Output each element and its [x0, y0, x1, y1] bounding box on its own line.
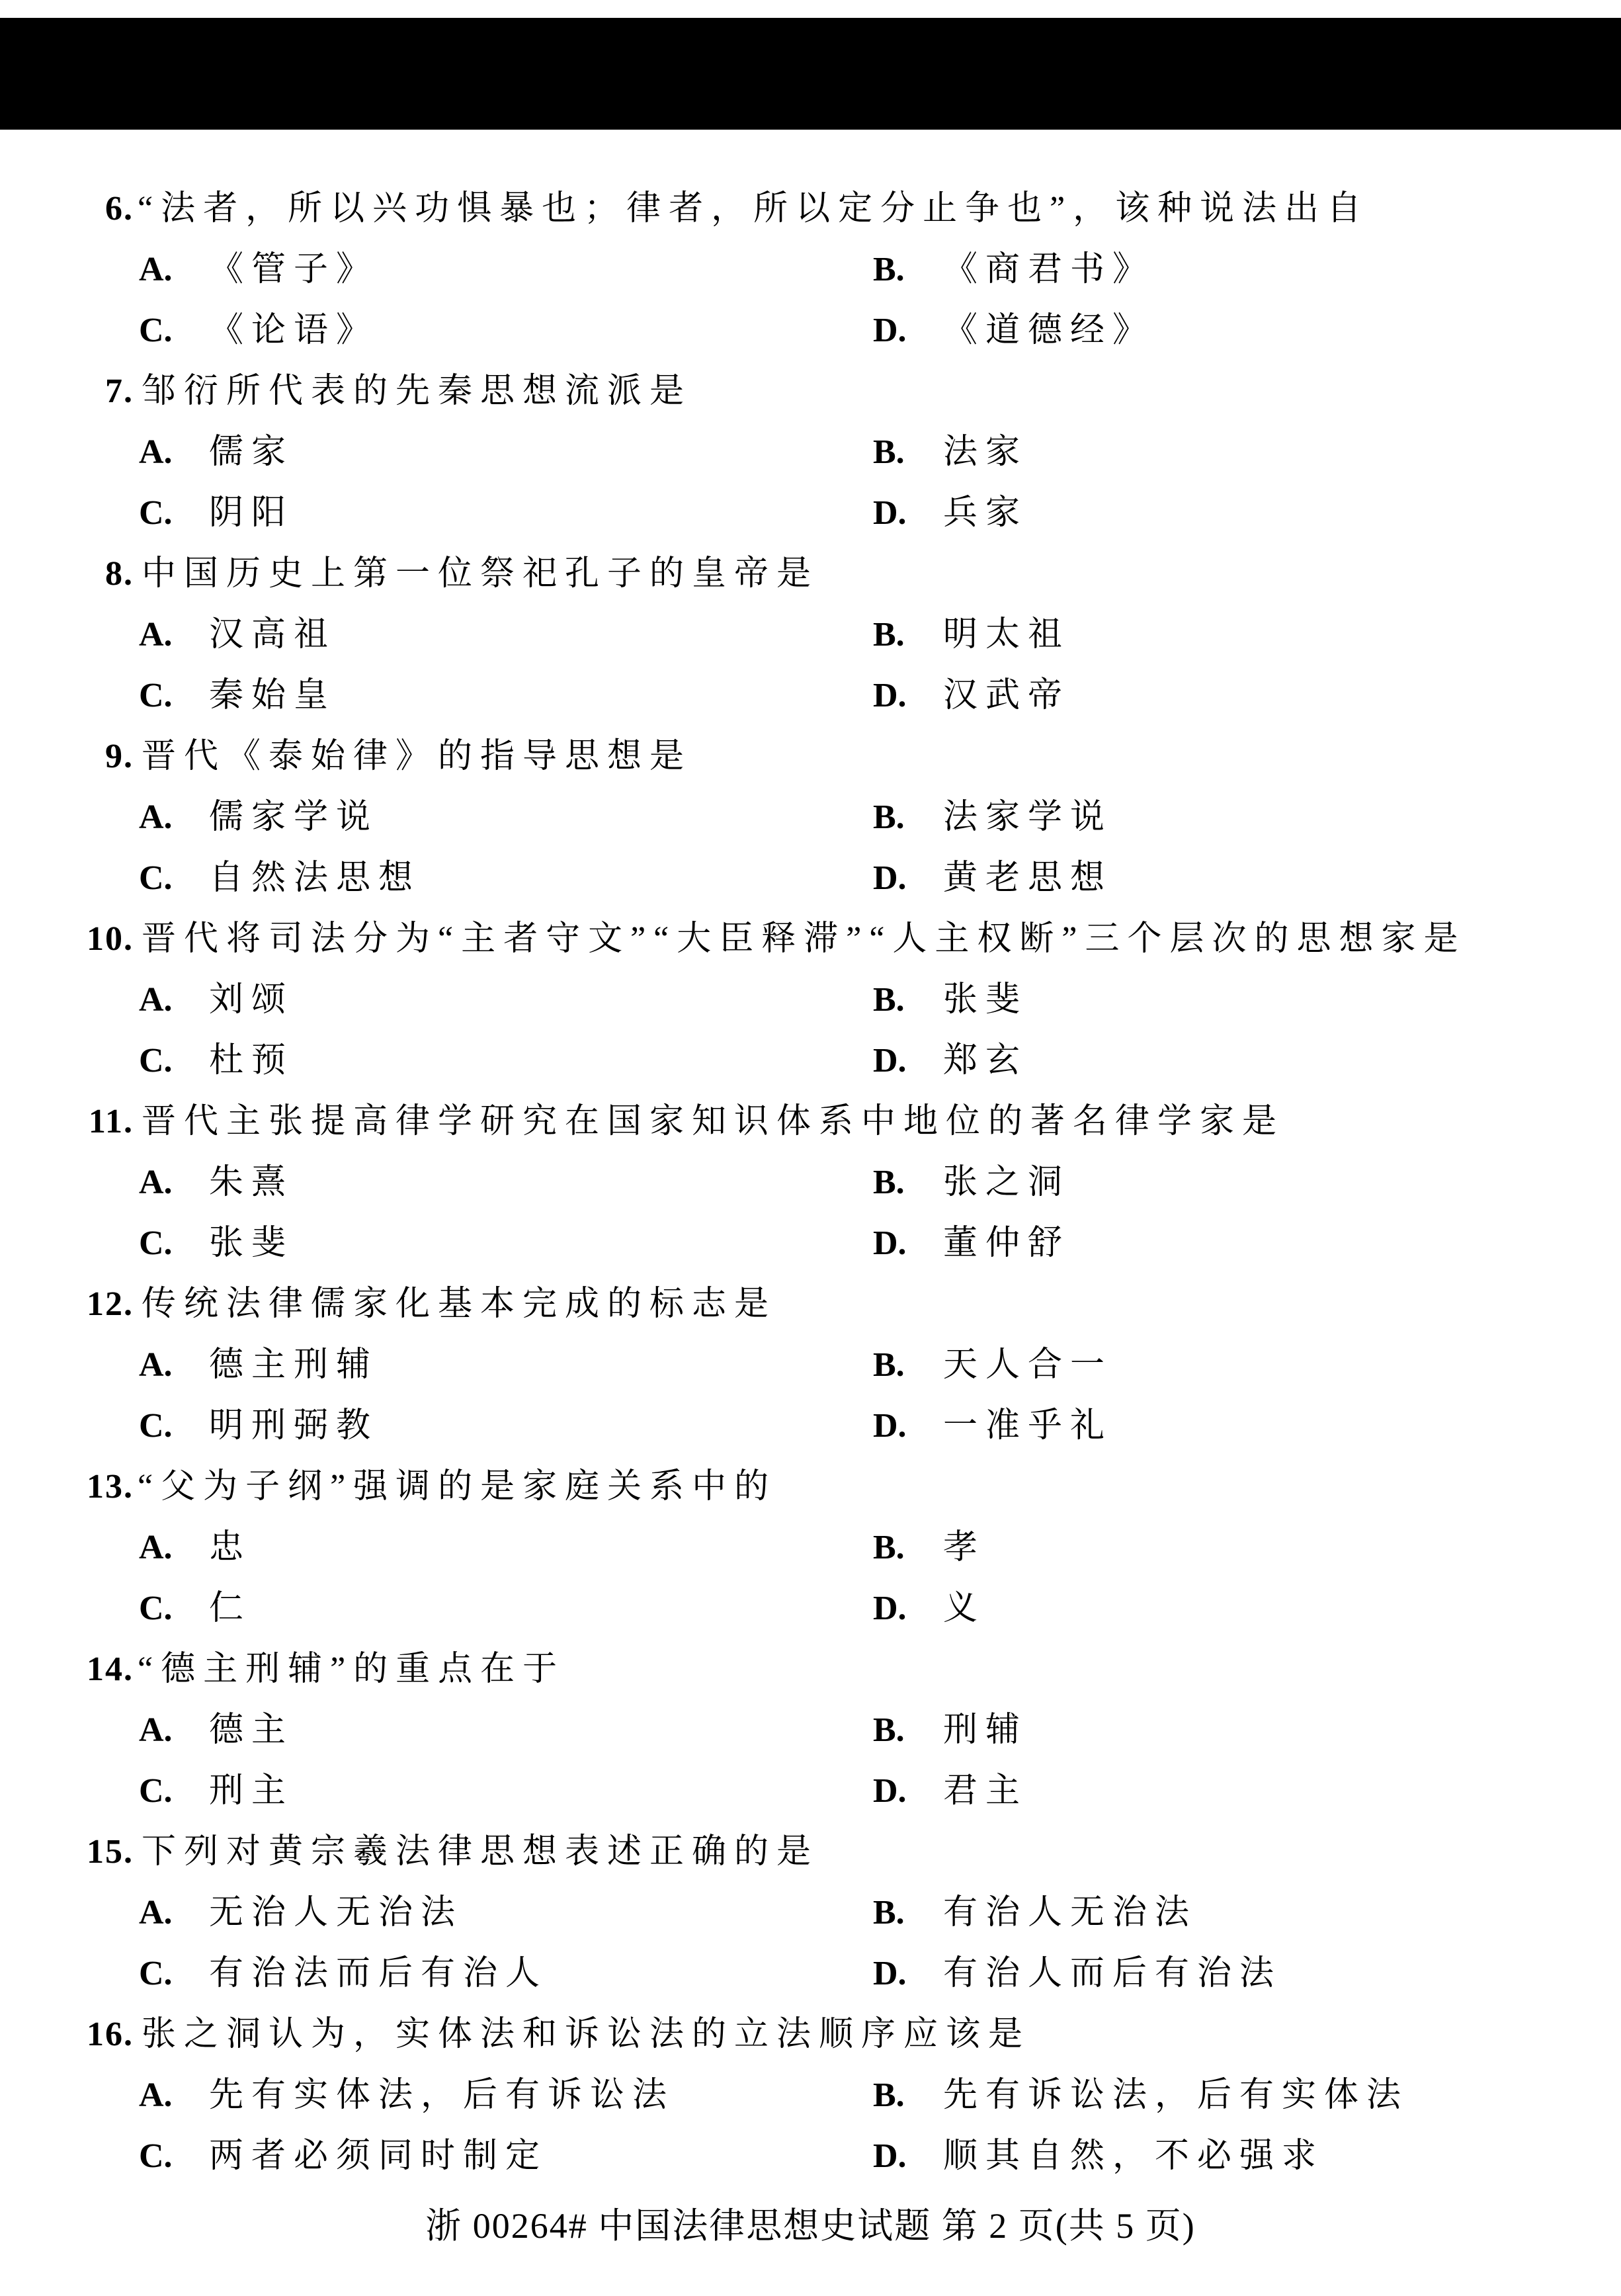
option-text: 先有实体法，后有诉讼法 [209, 2076, 675, 2114]
option-text: 有治人而后有治法 [943, 1955, 1282, 1992]
option-b[interactable] [873, 1335, 1112, 1396]
option-text: 无治人无治法 [209, 1894, 464, 1932]
option-label: A. [139, 1164, 173, 1201]
option-label: B. [873, 798, 905, 836]
question-number: 16. [87, 2016, 134, 2053]
question-16 [0, 2004, 1621, 2065]
options-row [0, 300, 1621, 361]
option-label: A. [139, 1894, 173, 1932]
redacted-header-bar [0, 18, 1621, 130]
option-label: C. [139, 494, 173, 532]
options-row [0, 1517, 1621, 1578]
option-c[interactable] [139, 300, 378, 361]
option-d[interactable] [873, 1761, 1028, 1822]
option-label: C. [139, 1224, 173, 1262]
option-a[interactable] [139, 1700, 294, 1761]
option-label: D. [873, 1955, 907, 1992]
option-label: D. [873, 2137, 907, 2175]
question-14 [0, 1639, 1621, 1700]
option-text: 朱熹 [209, 1164, 294, 1201]
option-a[interactable] [139, 422, 294, 483]
option-text: 《道德经》 [943, 312, 1155, 349]
option-label: A. [139, 1711, 173, 1749]
question-number: 8. [105, 555, 134, 593]
option-label: B. [873, 433, 905, 471]
option-c[interactable] [139, 665, 336, 726]
option-label: D. [873, 1224, 907, 1262]
question-number: 13. [87, 1468, 134, 1506]
options-row [0, 1335, 1621, 1396]
option-text: 德主刑辅 [209, 1346, 379, 1384]
option-a[interactable] [139, 970, 294, 1031]
option-label: C. [139, 2137, 173, 2175]
option-a[interactable] [139, 1517, 251, 1578]
question-stem: “德主刑辅”的重点在于 [138, 1650, 565, 1688]
options-row [0, 970, 1621, 1031]
option-text: 《论语》 [209, 312, 379, 349]
options-row [0, 2126, 1621, 2187]
options-row [0, 1213, 1621, 1274]
option-c[interactable] [139, 1761, 294, 1822]
option-b[interactable] [873, 1517, 985, 1578]
option-b[interactable] [873, 2065, 1409, 2126]
option-label: C. [139, 312, 173, 349]
option-label: B. [873, 1529, 905, 1566]
option-text: 刘颂 [209, 981, 294, 1019]
option-c[interactable] [139, 1578, 251, 1639]
option-text: 自然法思想 [209, 859, 421, 897]
option-text: 杜预 [209, 1042, 294, 1080]
option-label: C. [139, 1407, 173, 1445]
option-c[interactable] [139, 1943, 548, 2004]
options-row [0, 848, 1621, 909]
option-label: A. [139, 981, 173, 1019]
option-text: 刑主 [209, 1772, 294, 1810]
option-text: 德主 [209, 1711, 294, 1749]
option-label: C. [139, 677, 173, 714]
option-text: 法家学说 [943, 798, 1113, 836]
options-row [0, 1152, 1621, 1213]
option-text: 孝 [943, 1529, 986, 1566]
question-8 [0, 544, 1621, 605]
options-row [0, 1396, 1621, 1457]
option-label: C. [139, 1772, 173, 1810]
question-number: 10. [87, 920, 134, 958]
question-stem: 中国历史上第一位祭祀孔子的皇帝是 [142, 555, 819, 593]
option-label: A. [139, 251, 173, 288]
option-b[interactable] [873, 605, 1070, 665]
question-list [0, 179, 1621, 2187]
question-7 [0, 361, 1621, 422]
options-row [0, 1943, 1621, 2004]
option-text: 有治法而后有治人 [209, 1955, 548, 1992]
option-a[interactable] [139, 787, 378, 848]
option-b[interactable] [873, 239, 1155, 300]
option-label: D. [873, 494, 907, 532]
option-label: C. [139, 1590, 173, 1627]
option-a[interactable] [139, 605, 336, 665]
option-d[interactable] [873, 848, 1112, 909]
option-text: 郑玄 [943, 1042, 1028, 1080]
option-text: 明太祖 [943, 616, 1071, 654]
question-number: 6. [105, 190, 134, 228]
question-number: 11. [88, 1103, 134, 1140]
option-text: 儒家 [209, 433, 294, 471]
option-label: B. [873, 1164, 905, 1201]
option-text: 刑辅 [943, 1711, 1028, 1749]
options-row [0, 2065, 1621, 2126]
option-label: A. [139, 616, 173, 654]
option-text: 法家 [943, 433, 1028, 471]
option-text: 兵家 [943, 494, 1028, 532]
option-text: 两者必须同时制定 [209, 2137, 548, 2175]
options-row [0, 239, 1621, 300]
options-row [0, 665, 1621, 726]
option-c[interactable] [139, 483, 294, 544]
option-a[interactable] [139, 2065, 675, 2126]
option-label: C. [139, 1042, 173, 1080]
option-text: 秦始皇 [209, 677, 337, 714]
option-a[interactable] [139, 1335, 378, 1396]
question-stem: 张之洞认为，实体法和诉讼法的立法顺序应该是 [142, 2016, 1031, 2053]
option-label: D. [873, 859, 907, 897]
question-number: 7. [105, 372, 134, 410]
question-15 [0, 1822, 1621, 1883]
option-label: B. [873, 1711, 905, 1749]
option-b[interactable] [873, 787, 1112, 848]
option-c[interactable] [139, 2126, 548, 2187]
option-d[interactable] [873, 2126, 1324, 2187]
question-stem: “父为子纲”强调的是家庭关系中的 [138, 1468, 777, 1506]
option-b[interactable] [873, 970, 1028, 1031]
question-stem: 传统法律儒家化基本完成的标志是 [142, 1285, 777, 1323]
options-row [0, 483, 1621, 544]
option-d[interactable] [873, 483, 1028, 544]
question-12 [0, 1274, 1621, 1335]
option-text: 汉武帝 [943, 677, 1071, 714]
option-label: C. [139, 1955, 173, 1992]
option-label: B. [873, 616, 905, 654]
question-stem: 晋代《泰始律》的指导思想是 [142, 738, 692, 775]
options-row [0, 1700, 1621, 1761]
option-a[interactable] [139, 1152, 294, 1213]
question-11 [0, 1091, 1621, 1152]
question-6 [0, 179, 1621, 239]
option-text: 明刑弼教 [209, 1407, 379, 1445]
option-d[interactable] [873, 665, 1070, 726]
question-stem: 晋代将司法分为“主者守文”“大臣释滞”“人主权断”三个层次的思想家是 [142, 920, 1466, 958]
option-text: 君主 [943, 1772, 1028, 1810]
question-number: 14. [87, 1650, 134, 1688]
option-d[interactable] [873, 1031, 1028, 1091]
question-number: 12. [87, 1285, 134, 1323]
options-row [0, 605, 1621, 665]
option-c[interactable] [139, 1396, 378, 1457]
option-label: A. [139, 2076, 173, 2114]
question-number: 9. [105, 738, 134, 775]
option-text: 义 [943, 1590, 986, 1627]
option-a[interactable] [139, 1883, 463, 1943]
question-number: 15. [87, 1833, 134, 1871]
option-label: D. [873, 1590, 907, 1627]
option-text: 张之洞 [943, 1164, 1071, 1201]
option-label: D. [873, 1407, 907, 1445]
option-b[interactable] [873, 1152, 1070, 1213]
option-text: 儒家学说 [209, 798, 379, 836]
option-label: B. [873, 1894, 905, 1932]
option-label: B. [873, 1346, 905, 1384]
option-c[interactable] [139, 1213, 294, 1274]
option-label: B. [873, 2076, 905, 2114]
question-9 [0, 726, 1621, 787]
options-row [0, 787, 1621, 848]
option-text: 黄老思想 [943, 859, 1113, 897]
option-b[interactable] [873, 422, 1028, 483]
option-text: 先有诉讼法，后有实体法 [943, 2076, 1409, 2114]
options-row [0, 1761, 1621, 1822]
option-text: 忠 [209, 1529, 252, 1566]
option-c[interactable] [139, 848, 421, 909]
question-stem: 晋代主张提高律学研究在国家知识体系中地位的著名律学家是 [142, 1103, 1285, 1140]
option-text: 有治人无治法 [943, 1894, 1198, 1932]
option-label: A. [139, 433, 173, 471]
option-d[interactable] [873, 1396, 1112, 1457]
option-text: 顺其自然，不必强求 [943, 2137, 1325, 2175]
option-label: B. [873, 981, 905, 1019]
option-text: 汉高祖 [209, 616, 337, 654]
option-b[interactable] [873, 1700, 1028, 1761]
option-label: D. [873, 312, 907, 349]
options-row [0, 1578, 1621, 1639]
option-label: B. [873, 251, 905, 288]
question-10 [0, 909, 1621, 970]
option-label: A. [139, 1529, 173, 1566]
option-text: 阴阳 [209, 494, 294, 532]
option-d[interactable] [873, 1213, 1070, 1274]
option-d[interactable] [873, 300, 1155, 361]
option-label: A. [139, 798, 173, 836]
question-stem: “法者，所以兴功惧暴也；律者，所以定分止争也”，该种说法出自 [138, 190, 1370, 228]
option-text: 天人合一 [943, 1346, 1113, 1384]
option-label: D. [873, 1772, 907, 1810]
question-stem: 邹衍所代表的先秦思想流派是 [142, 372, 692, 410]
option-text: 董仲舒 [943, 1224, 1071, 1262]
option-label: A. [139, 1346, 173, 1384]
page-footer: 浙 00264# 中国法律思想史试题 第 2 页(共 5 页) [425, 2206, 1196, 2246]
question-13 [0, 1457, 1621, 1517]
option-text: 张斐 [209, 1224, 294, 1262]
option-a[interactable] [139, 239, 378, 300]
option-text: 仁 [209, 1590, 252, 1627]
option-label: D. [873, 1042, 907, 1080]
option-text: 张斐 [943, 981, 1028, 1019]
option-d[interactable] [873, 1578, 985, 1639]
option-d[interactable] [873, 1943, 1282, 2004]
option-label: D. [873, 677, 907, 714]
options-row [0, 422, 1621, 483]
option-b[interactable] [873, 1883, 1197, 1943]
question-stem: 下列对黄宗羲法律思想表述正确的是 [142, 1833, 819, 1871]
options-row [0, 1883, 1621, 1943]
option-label: C. [139, 859, 173, 897]
option-text: 《商君书》 [943, 251, 1155, 288]
option-text: 一准乎礼 [943, 1407, 1113, 1445]
option-c[interactable] [139, 1031, 294, 1091]
options-row [0, 1031, 1621, 1091]
option-text: 《管子》 [209, 251, 379, 288]
